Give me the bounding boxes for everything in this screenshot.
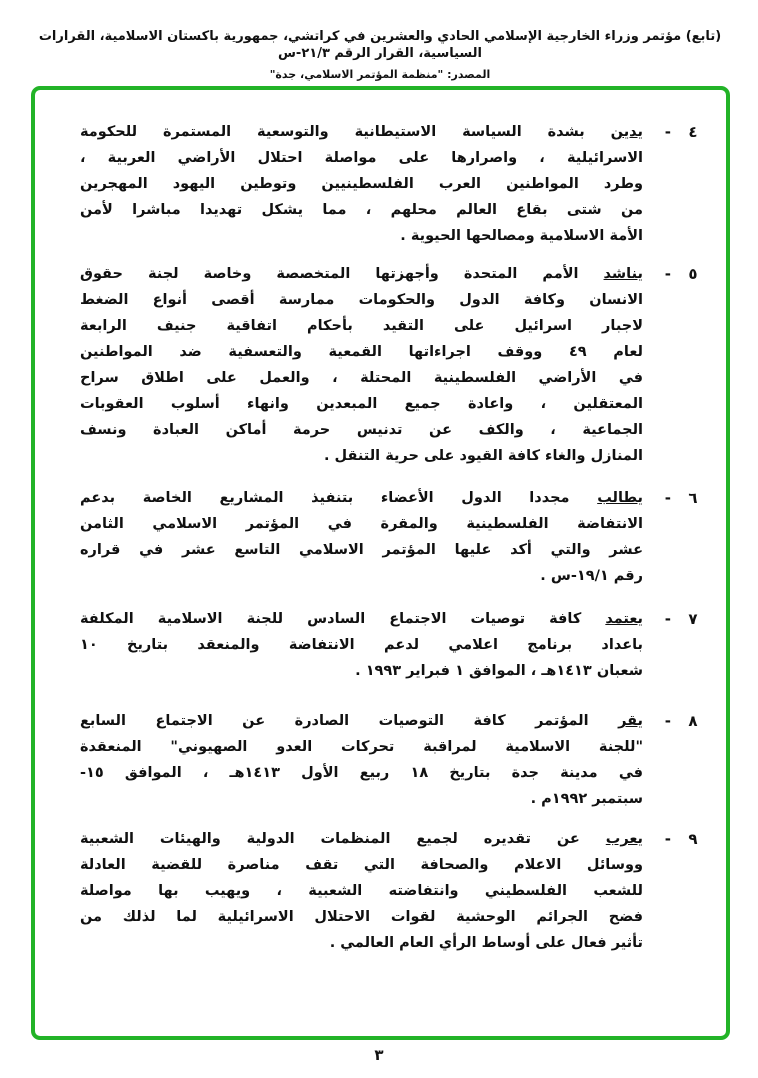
item-dash: -	[664, 265, 671, 283]
item-line: المنازل والغاء كافة القيود على حرية التنقل .	[323, 448, 643, 464]
resolution-item	[80, 708, 705, 812]
resolution-list	[80, 119, 705, 970]
item-dash: -	[664, 712, 671, 730]
item-line: في مدينة جدة بتاريخ ١٨ ربيع الأول ١٤١٣هـ ، الموافق ١٥-	[80, 765, 643, 781]
item-line	[80, 485, 643, 511]
document-source: المصدر: "منظمة المؤتمر الاسلامي، جدة"	[269, 68, 491, 81]
item-line: لعام ٤٩ ووقف اجراءاتها القمعية والتعسفية ضد المواطنين	[80, 344, 644, 360]
item-line: "للجنة الاسلامية لمراقبة تحركات العدو الصهيوني" المنعقدة	[80, 739, 643, 755]
item-line: باعداد برنامج اعلامي لدعم الانتفاضة والمنعقد بتاريخ ١٠	[80, 637, 643, 653]
item-number: ٦	[688, 489, 698, 507]
item-line: سبتمبر ١٩٩٢م .	[530, 791, 643, 807]
item-number: ٨	[688, 712, 698, 730]
item-line: عشر والتي أكد عليها المؤتمر الاسلامي التاسع عشر في قراره	[80, 542, 643, 558]
item-line-text: مجددا الدول الأعضاء بتنفيذ المشاريع الخاصة بدعم	[80, 490, 570, 506]
item-dash: -	[664, 610, 671, 628]
item-line: الجماعية ، والكف عن تدنيس حرمة أماكن العبادة ونسف	[80, 422, 643, 438]
item-dash: -	[664, 123, 671, 141]
item-line: رقم ١٩/١-س .	[540, 568, 643, 584]
item-line-text: الأمم المتحدة وأجهزتها المتخصصة وخاصة لجنة حقوق	[80, 266, 579, 282]
item-line: لاجبار اسرائيل على التقيد بأحكام اتفاقية جنيف الرابعة	[80, 318, 643, 334]
item-line-text: عن تقديره لجميع المنظمات الدولية والهيئات الشعبية	[80, 831, 580, 847]
item-line: الانتفاضة الفلسطينية والمقرة في المؤتمر الاسلامي الثامن	[80, 516, 643, 532]
item-line-text: بشدة السياسة الاستيطانية والتوسعية المستمرة للحكومة	[80, 124, 585, 140]
item-line-text: المؤتمر كافة التوصيات الصادرة عن الاجتماع السابع	[80, 713, 589, 729]
item-line: تأثير فعال على أوساط الرأي العام العالمي .	[329, 935, 643, 951]
resolution-item	[80, 485, 705, 589]
resolution-item	[80, 119, 705, 249]
item-line: ووسائل الاعلام والصحافة التي تقف مناصرة للقضية العادلة	[80, 857, 643, 873]
item-number: ٩	[688, 830, 698, 848]
item-line: شعبان ١٤١٣هـ ، الموافق ١ فبراير ١٩٩٣ .	[355, 663, 643, 679]
item-line: المعتقلين ، واعادة جميع المبعدين وانهاء أسلوب العقوبات	[80, 396, 643, 412]
item-keyword: يدين	[610, 124, 643, 140]
resolution-item	[80, 826, 705, 956]
item-line-text: كافة توصيات الاجتماع السادس للجنة الاسلامية المكلفة	[80, 611, 582, 627]
item-line: الانسان وكافة الدول والحكومات ممارسة أقصى أنواع الضغط	[80, 292, 643, 308]
item-keyword: يعتمد	[605, 611, 643, 627]
item-line: الأمة الاسلامية ومصالحها الحيوية .	[400, 228, 643, 244]
item-number: ٧	[688, 610, 698, 628]
item-number: ٥	[688, 265, 698, 283]
item-line: في الأراضي الفلسطينية المحتلة ، والعمل على اطلاق سراح	[80, 370, 643, 386]
item-line	[80, 826, 643, 852]
resolution-item	[80, 261, 705, 469]
document-header-title: (تابع) مؤتمر وزراء الخارجية الإسلامي الحادي والعشرين في كراتشي، جمهورية باكستان الاسلامية، القرارات السياسية، القرار الرقم ٢١/٣-س	[38, 29, 722, 61]
item-number: ٤	[688, 123, 698, 141]
item-line	[80, 708, 643, 734]
item-keyword: يناشد	[603, 266, 643, 282]
item-dash: -	[664, 830, 671, 848]
item-line	[80, 261, 643, 287]
item-line: وطرد المواطنين العرب الفلسطينيين وتوطين اليهود المهجرين	[80, 176, 643, 192]
item-keyword: يقر	[618, 713, 643, 729]
document-header	[10, 28, 750, 82]
item-line: للشعب الفلسطيني وانتفاضته الشعبية ، ويهيب بها مواصلة	[80, 883, 643, 899]
item-line: من شتى بقاع العالم محلهم ، مما يشكل تهديدا مباشرا لأمن	[80, 202, 643, 218]
item-keyword: يطالب	[597, 490, 643, 506]
item-line: الاسرائيلية ، واصرارها على مواصلة احتلال الأراضي العربية ،	[80, 150, 643, 166]
resolution-item	[80, 606, 705, 684]
item-line	[80, 119, 643, 145]
item-line	[80, 606, 643, 632]
page-number: ٣	[374, 1046, 384, 1064]
item-dash: -	[664, 489, 671, 507]
item-line: فضح الجرائم الوحشية لقوات الاحتلال الاسرائيلية لما لذلك من	[80, 909, 643, 925]
item-keyword: يعرب	[605, 831, 643, 847]
